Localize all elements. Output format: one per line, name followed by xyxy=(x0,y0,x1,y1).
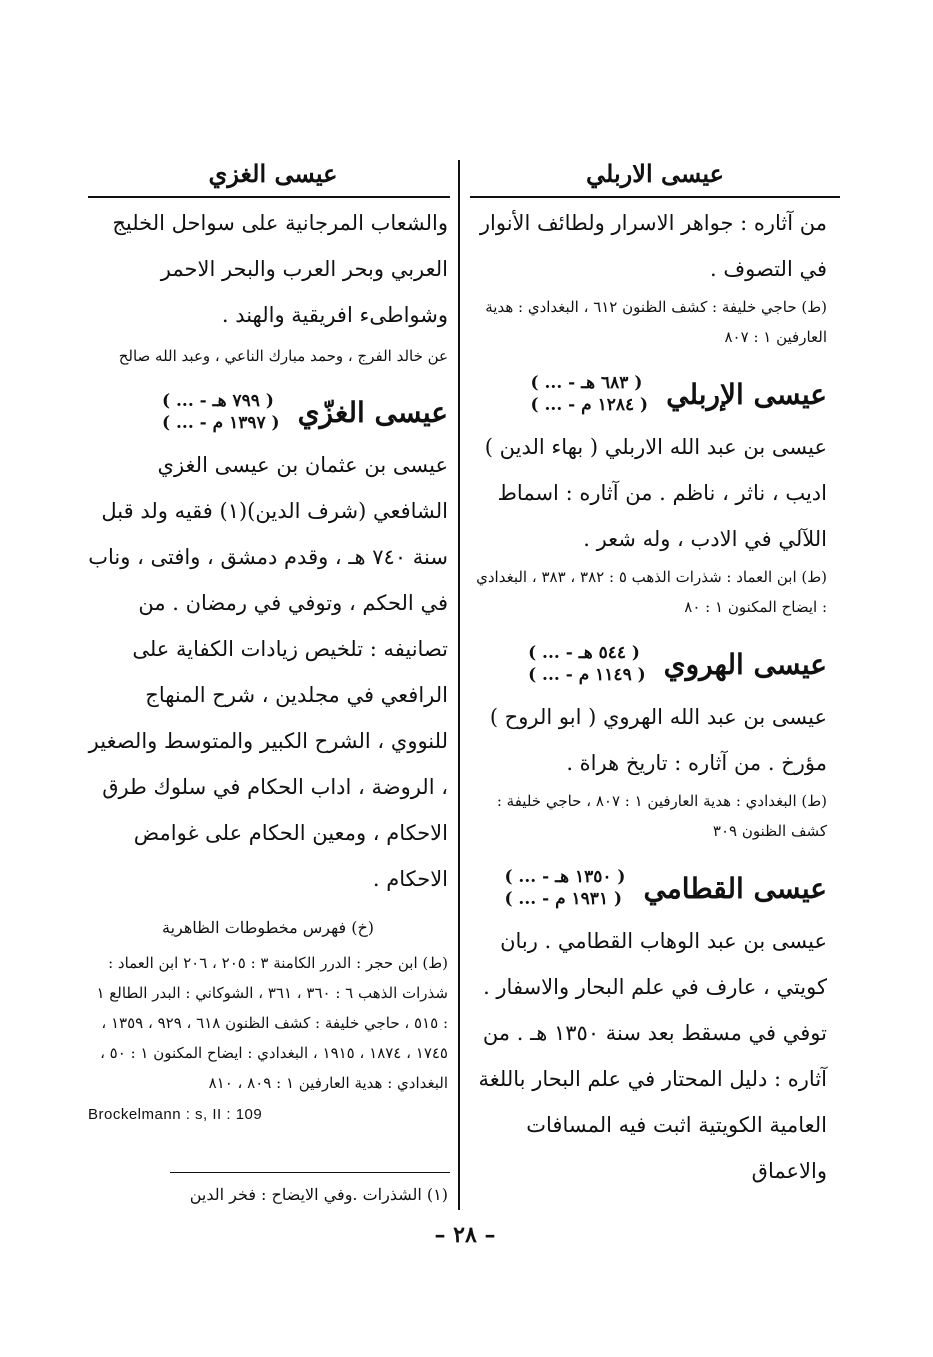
entry-heading xyxy=(472,372,827,416)
entry-references: (ط) ابن العماد : شذرات الذهب ٥ : ٣٨٢ ، ٣٨٣ ، البغدادي : ايضاح المكنون ١ : ٨٠ xyxy=(476,568,827,616)
entry-name: عيسى الغزّي xyxy=(297,395,448,429)
intro-references: (ط) حاجي خليفة : كشف الظنون ٦١٢ ، البغدادي : هدية العارفين ١ : ٨٠٧ xyxy=(485,298,827,346)
hijri-date: ( ... - ٥٤٤ هـ ) xyxy=(528,643,640,663)
page-number: – ٢٨ – xyxy=(434,1222,496,1248)
intro-text: من آثاره : جواهر الاسرار ولطائف الأنوار في التصوف . xyxy=(479,211,827,281)
entry-dates xyxy=(504,866,625,910)
entry-references: (ط) ابن حجر : الدرر الكامنة ٣ : ٢٠٥ ، ٢٠٦ ابن العماد : شذرات الذهب ٦ : ٣٦٠ ، ٣٦١ ، الشوكاني : البدر الطالع ١ : ٥١٥ ، حاجي خليفة : كشف الظنون ٦١٨ ، ٩٢٩ ، ١٣٥٩ ، ١٧٤٥ ، ١٨٧٤ ، ١٩١٥ ، البغدادي : ايضاح المكنون ١ : ٥٠ ، البغدادي : هدية العارفين ١ : ٨٠٩ ، ٨١٠ xyxy=(96,954,448,1092)
entry-heading xyxy=(88,390,448,434)
column-divider xyxy=(458,160,460,1210)
entry-name: عيسى الهروي xyxy=(663,647,827,681)
gregorian-date: ( ... - ١٩٣١ م ) xyxy=(504,889,623,909)
entry-name: عيسى الإربلي xyxy=(666,377,827,411)
entry-heading xyxy=(472,642,827,686)
entry-heading xyxy=(472,866,827,910)
entry-body: عيسى بن عبد الوهاب القطامي . ربان كويتي ، عارف في علم البحار والاسفار . توفي في مسقط بعد سنة ١٣٥٠ هـ . من آثاره : دليل المحتار في علم البحار باللغة العامية الكويتية اثبت فيه المسافات والاعماق xyxy=(478,929,827,1183)
entry-references: (ط) البغدادي : هدية العارفين ١ : ٨٠٧ ، حاجي خليفة : كشف الظنون ٣٠٩ xyxy=(496,792,827,840)
entry-dates xyxy=(531,372,649,416)
entry-dates xyxy=(162,390,280,434)
entry-body: عيسى بن عبد الله الاربلي ( بهاء الدين ) اديب ، ناثر ، ناظم . من آثاره : اسماط اللآلي في الادب ، وله شعر . xyxy=(484,435,827,551)
right-column-header: عيسى الاربلي xyxy=(586,159,724,188)
footnote: (١) الشذرات .وفي الايضاح : فخر الدين xyxy=(189,1185,448,1204)
gregorian-date: ( ... - ١١٤٩ م ) xyxy=(528,665,646,685)
entry-dates xyxy=(528,642,646,686)
footnote-rule xyxy=(170,1172,450,1173)
hijri-date: ( ... - ١٣٥٠ هـ ) xyxy=(504,867,626,887)
continued-text: والشعاب المرجانية على سواحل الخليج العربي وبحر العرب والبحر الاحمر وشواطىء افريقية والهند . xyxy=(112,211,448,327)
entry-name: عيسى القطامي xyxy=(643,871,827,905)
left-column xyxy=(88,200,448,1132)
right-header-rule xyxy=(470,196,840,198)
contributors-line: عن خالد الفرج ، وحمد مبارك الناعي ، وعبد الله صالح xyxy=(118,347,448,365)
hijri-date: ( ... - ٦٨٣ هـ ) xyxy=(530,373,643,393)
right-column xyxy=(472,200,827,1194)
gregorian-date: ( ... - ١٣٩٧ م ) xyxy=(162,413,280,433)
entry-body: عيسى بن عثمان بن عيسى الغزي الشافعي (شرف الدين)(١) فقيه ولد قبل سنة ٧٤٠ هـ ، وقدم دمشق ، وافتى ، وناب في الحكم ، وتوفي في رمضان . من تصانيفه : تلخيص زيادات الكفاية على الرافعي في مجلدين ، شرح المنهاج للنووي ، الشرح الكبير والمتوسط والصغير ، الروضة ، اداب الحكام في سلوك طرق الاحكام ، ومعين الحكام على غوامض الاحكام . xyxy=(88,453,448,891)
left-header-rule xyxy=(88,196,450,198)
entry-body: عيسى بن عبد الله الهروي ( ابو الروح ) مؤرخ . من آثاره : تاريخ هراة . xyxy=(489,705,827,775)
manuscript-source: (خ) فهرس مخطوطات الظاهرية xyxy=(161,918,375,937)
hijri-date: ( ... - ٧٩٩ هـ ) xyxy=(162,391,274,411)
left-column-header: عيسى الغزي xyxy=(208,159,338,188)
gregorian-date: ( ... - ١٢٨٤ م ) xyxy=(530,395,649,415)
latin-reference: Brockelmann : s, II : 109 xyxy=(88,1106,263,1123)
